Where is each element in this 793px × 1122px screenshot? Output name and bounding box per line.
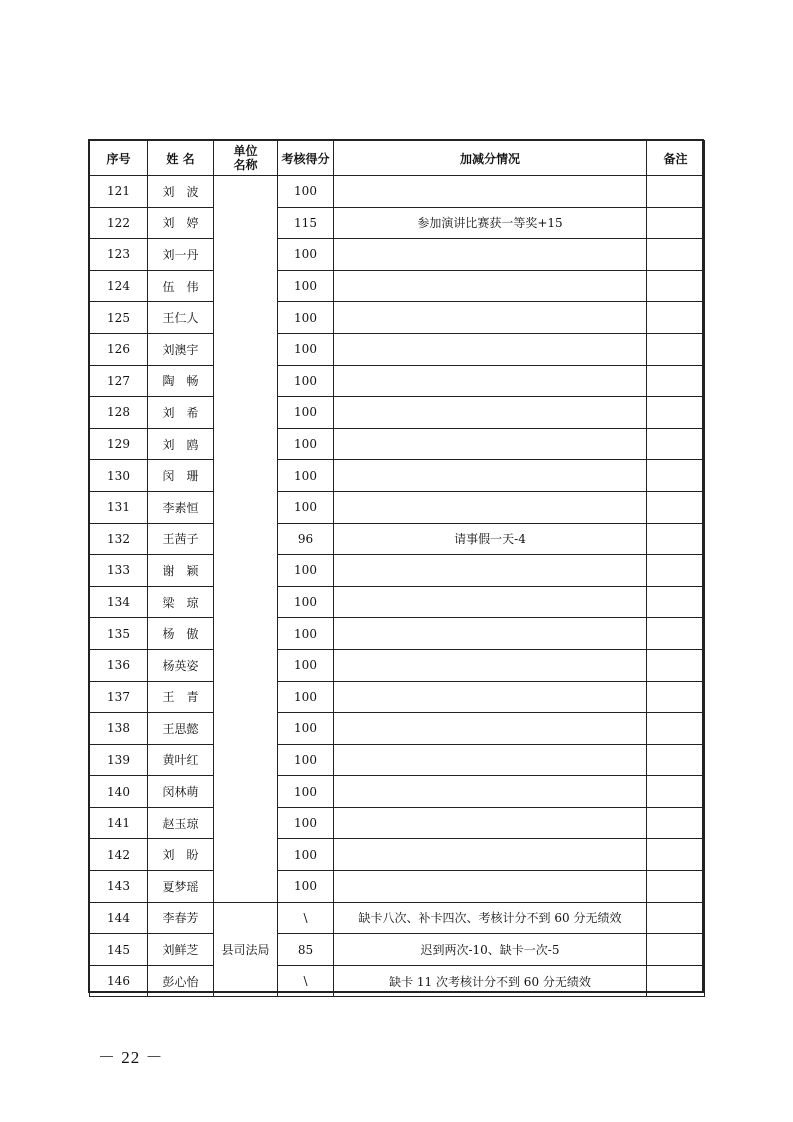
header-unit xyxy=(214,141,278,176)
cell-seq: 123 xyxy=(90,239,148,271)
cell-remark xyxy=(647,365,705,397)
cell-name: 王 青 xyxy=(148,681,214,713)
cell-score: 100 xyxy=(278,839,334,871)
cell-score: \ xyxy=(278,902,334,934)
table-row xyxy=(90,397,705,429)
table-row xyxy=(90,776,705,808)
cell-adjust xyxy=(334,649,647,681)
cell-score: 100 xyxy=(278,460,334,492)
cell-remark xyxy=(647,523,705,555)
cell-adjust: 迟到两次-10、缺卡一次-5 xyxy=(334,934,647,966)
cell-adjust xyxy=(334,428,647,460)
cell-score: 100 xyxy=(278,491,334,523)
cell-name: 黄叶红 xyxy=(148,744,214,776)
cell-remark xyxy=(647,839,705,871)
header-unit-line1: 单位 xyxy=(233,144,258,158)
cell-score: 100 xyxy=(278,586,334,618)
cell-name: 刘鲜芝 xyxy=(148,934,214,966)
cell-seq: 124 xyxy=(90,270,148,302)
cell-score: 100 xyxy=(278,555,334,587)
cell-remark xyxy=(647,586,705,618)
cell-remark xyxy=(647,934,705,966)
cell-adjust xyxy=(334,176,647,208)
cell-seq: 144 xyxy=(90,902,148,934)
page-number: － 22 － xyxy=(98,1048,164,1067)
cell-adjust xyxy=(334,713,647,745)
assessment-table xyxy=(89,140,705,997)
cell-remark xyxy=(647,649,705,681)
cell-score: 100 xyxy=(278,681,334,713)
cell-seq: 132 xyxy=(90,523,148,555)
table-row xyxy=(90,586,705,618)
cell-name: 伍 伟 xyxy=(148,270,214,302)
cell-remark xyxy=(647,333,705,365)
cell-seq: 138 xyxy=(90,713,148,745)
cell-score: 100 xyxy=(278,649,334,681)
cell-name: 王茜子 xyxy=(148,523,214,555)
cell-adjust xyxy=(334,776,647,808)
cell-score: 100 xyxy=(278,302,334,334)
table-row xyxy=(90,934,705,966)
cell-seq: 135 xyxy=(90,618,148,650)
cell-adjust xyxy=(334,871,647,903)
header-adjust: 加减分情况 xyxy=(334,141,647,176)
cell-adjust: 缺卡八次、补卡四次、考核计分不到 60 分无绩效 xyxy=(334,902,647,934)
cell-remark xyxy=(647,965,705,997)
cell-score: 100 xyxy=(278,333,334,365)
cell-adjust: 请事假一天-4 xyxy=(334,523,647,555)
cell-adjust xyxy=(334,333,647,365)
table-row xyxy=(90,744,705,776)
header-remark: 备注 xyxy=(647,141,705,176)
cell-adjust xyxy=(334,397,647,429)
cell-remark xyxy=(647,270,705,302)
cell-score: 100 xyxy=(278,365,334,397)
cell-adjust xyxy=(334,491,647,523)
table-row xyxy=(90,649,705,681)
cell-name: 刘 鸥 xyxy=(148,428,214,460)
cell-score: 100 xyxy=(278,176,334,208)
cell-unit: 县司法局 xyxy=(214,902,278,997)
cell-adjust xyxy=(334,744,647,776)
cell-remark xyxy=(647,207,705,239)
cell-score: 85 xyxy=(278,934,334,966)
cell-adjust xyxy=(334,555,647,587)
header-name: 姓 名 xyxy=(148,141,214,176)
cell-score: 100 xyxy=(278,239,334,271)
cell-name: 王思懿 xyxy=(148,713,214,745)
cell-adjust xyxy=(334,365,647,397)
cell-seq: 146 xyxy=(90,965,148,997)
cell-name: 刘 婷 xyxy=(148,207,214,239)
cell-seq: 133 xyxy=(90,555,148,587)
cell-remark xyxy=(647,460,705,492)
cell-remark xyxy=(647,776,705,808)
cell-remark xyxy=(647,618,705,650)
table-row xyxy=(90,713,705,745)
cell-seq: 141 xyxy=(90,807,148,839)
cell-name: 刘 波 xyxy=(148,176,214,208)
cell-seq: 121 xyxy=(90,176,148,208)
cell-seq: 139 xyxy=(90,744,148,776)
header-score: 考核得分 xyxy=(278,141,334,176)
cell-name: 谢 颖 xyxy=(148,555,214,587)
cell-seq: 125 xyxy=(90,302,148,334)
table-row xyxy=(90,839,705,871)
cell-remark xyxy=(647,902,705,934)
cell-seq: 127 xyxy=(90,365,148,397)
table-row xyxy=(90,523,705,555)
cell-name: 李春芳 xyxy=(148,902,214,934)
cell-unit xyxy=(214,176,278,903)
cell-score: 96 xyxy=(278,523,334,555)
cell-name: 杨英姿 xyxy=(148,649,214,681)
table-row xyxy=(90,270,705,302)
cell-remark xyxy=(647,555,705,587)
table-row xyxy=(90,965,705,997)
cell-seq: 136 xyxy=(90,649,148,681)
cell-remark xyxy=(647,681,705,713)
table-row xyxy=(90,460,705,492)
cell-seq: 145 xyxy=(90,934,148,966)
cell-seq: 128 xyxy=(90,397,148,429)
table-row xyxy=(90,302,705,334)
table-header-row xyxy=(90,141,705,176)
cell-name: 彭心怡 xyxy=(148,965,214,997)
table-row xyxy=(90,681,705,713)
cell-remark xyxy=(647,397,705,429)
table-row xyxy=(90,491,705,523)
cell-name: 闵林萌 xyxy=(148,776,214,808)
cell-adjust xyxy=(334,239,647,271)
cell-seq: 143 xyxy=(90,871,148,903)
cell-name: 杨 傲 xyxy=(148,618,214,650)
cell-remark xyxy=(647,302,705,334)
table-row xyxy=(90,333,705,365)
cell-score: 100 xyxy=(278,713,334,745)
cell-name: 刘澳宇 xyxy=(148,333,214,365)
cell-name: 陶 畅 xyxy=(148,365,214,397)
cell-adjust xyxy=(334,586,647,618)
cell-seq: 142 xyxy=(90,839,148,871)
cell-score: 100 xyxy=(278,397,334,429)
header-seq: 序号 xyxy=(90,141,148,176)
cell-adjust xyxy=(334,839,647,871)
table-row xyxy=(90,555,705,587)
cell-score: 100 xyxy=(278,744,334,776)
cell-remark xyxy=(647,428,705,460)
table-row xyxy=(90,239,705,271)
table-row xyxy=(90,365,705,397)
table-row xyxy=(90,618,705,650)
table-body xyxy=(90,176,705,997)
cell-seq: 134 xyxy=(90,586,148,618)
cell-score: 100 xyxy=(278,871,334,903)
cell-adjust xyxy=(334,807,647,839)
cell-name: 李素恒 xyxy=(148,491,214,523)
cell-remark xyxy=(647,239,705,271)
cell-adjust: 缺卡 11 次考核计分不到 60 分无绩效 xyxy=(334,965,647,997)
cell-score: \ xyxy=(278,965,334,997)
cell-name: 刘 盼 xyxy=(148,839,214,871)
cell-seq: 131 xyxy=(90,491,148,523)
cell-seq: 126 xyxy=(90,333,148,365)
cell-adjust xyxy=(334,681,647,713)
cell-score: 100 xyxy=(278,428,334,460)
table-row xyxy=(90,902,705,934)
cell-remark xyxy=(647,713,705,745)
cell-remark xyxy=(647,807,705,839)
cell-adjust xyxy=(334,460,647,492)
table-row xyxy=(90,207,705,239)
cell-remark xyxy=(647,744,705,776)
table-row xyxy=(90,176,705,208)
cell-name: 夏梦瑶 xyxy=(148,871,214,903)
cell-adjust: 参加演讲比赛获一等奖+15 xyxy=(334,207,647,239)
table-row xyxy=(90,871,705,903)
cell-name: 梁 琼 xyxy=(148,586,214,618)
table-row xyxy=(90,807,705,839)
cell-seq: 129 xyxy=(90,428,148,460)
cell-name: 闵 珊 xyxy=(148,460,214,492)
cell-score: 115 xyxy=(278,207,334,239)
cell-adjust xyxy=(334,270,647,302)
cell-name: 刘 希 xyxy=(148,397,214,429)
cell-seq: 122 xyxy=(90,207,148,239)
cell-seq: 140 xyxy=(90,776,148,808)
cell-adjust xyxy=(334,618,647,650)
cell-remark xyxy=(647,491,705,523)
header-unit-line2: 名称 xyxy=(233,158,258,172)
cell-score: 100 xyxy=(278,807,334,839)
cell-score: 100 xyxy=(278,776,334,808)
cell-seq: 130 xyxy=(90,460,148,492)
cell-name: 赵玉琼 xyxy=(148,807,214,839)
cell-score: 100 xyxy=(278,618,334,650)
cell-name: 刘一丹 xyxy=(148,239,214,271)
cell-name: 王仁人 xyxy=(148,302,214,334)
cell-score: 100 xyxy=(278,270,334,302)
cell-seq: 137 xyxy=(90,681,148,713)
cell-remark xyxy=(647,871,705,903)
cell-adjust xyxy=(334,302,647,334)
cell-remark xyxy=(647,176,705,208)
table-row xyxy=(90,428,705,460)
